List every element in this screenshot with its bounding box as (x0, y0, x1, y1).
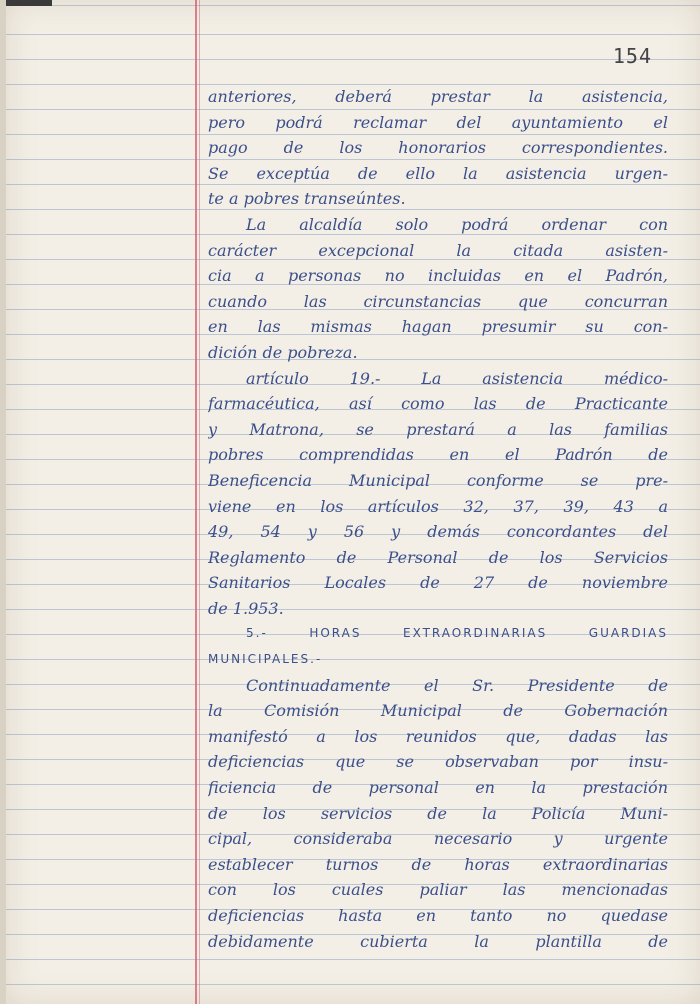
margin-line-secondary (199, 0, 200, 1004)
text-line: de los servicios de la Policía Muni- (208, 803, 668, 823)
text-line: debidamente cubierta la plantilla de (208, 931, 668, 951)
text-line: cuando las circunstancias que concurran (208, 291, 668, 311)
text-line: artículo 19.- La asistencia médico- (246, 368, 668, 388)
text-line: carácter excepcional la citada asisten- (208, 240, 668, 260)
text-line: cia a personas no incluidas en el Padrón, (208, 266, 668, 286)
text-line: ficiencia de personal en la prestación (208, 778, 668, 798)
text-line: pago de los honorarios correspondientes. (208, 138, 668, 158)
text-line: Reglamento de Personal de los Servicios (208, 547, 668, 567)
text-line: pobres comprendidas en el Padrón de (208, 445, 668, 465)
text-line: establecer turnos de horas extraordinarias (208, 854, 668, 874)
text-line: Sanitarios Locales de 27 de noviembre (208, 573, 668, 593)
text-line: farmacéutica, así como las de Practicante (208, 394, 668, 414)
text-line: de 1.953. (208, 598, 284, 618)
text-line: anteriores, deberá prestar la asistencia, (208, 87, 668, 106)
notebook-page (6, 0, 700, 1004)
section-heading: 5.- HORAS EXTRAORDINARIAS GUARDIAS (246, 626, 668, 641)
text-line: manifestó a los reunidos que, dadas las (208, 726, 668, 746)
page-number: 154 (612, 44, 652, 68)
text-line: Continuadamente el Sr. Presidente de (246, 675, 668, 695)
text-line: en las mismas hagan presumir su con- (208, 317, 668, 337)
text-line: La alcaldía solo podrá ordenar con (246, 214, 668, 234)
text-line: 49, 54 y 56 y demás concordantes del (208, 522, 668, 542)
text-line: Beneficencia Municipal conforme se pre- (208, 470, 668, 490)
text-line: te a pobres transeúntes. (208, 189, 406, 209)
text-line: cipal, consideraba necesario y urgente (208, 829, 668, 849)
text-line: la Comisión Municipal de Gobernación (208, 701, 668, 721)
handwritten-text (208, 84, 668, 954)
section-heading-continued: MUNICIPALES.- (208, 652, 323, 667)
text-line: deficiencias que se observaban por insu- (208, 752, 668, 772)
text-line: pero podrá reclamar del ayuntamiento el (208, 112, 668, 132)
text-line: viene en los artículos 32, 37, 39, 43 a (208, 496, 668, 516)
page-corner-tab (6, 0, 52, 6)
margin-line (195, 0, 197, 1004)
text-line: Se exceptúa de ello la asistencia urgen- (208, 163, 668, 183)
text-line: deficiencias hasta en tanto no quedase (208, 906, 668, 925)
text-line: y Matrona, se prestará a las familias (208, 419, 668, 439)
text-line: dición de pobreza. (208, 342, 358, 362)
text-line: con los cuales paliar las mencionadas (208, 880, 668, 900)
